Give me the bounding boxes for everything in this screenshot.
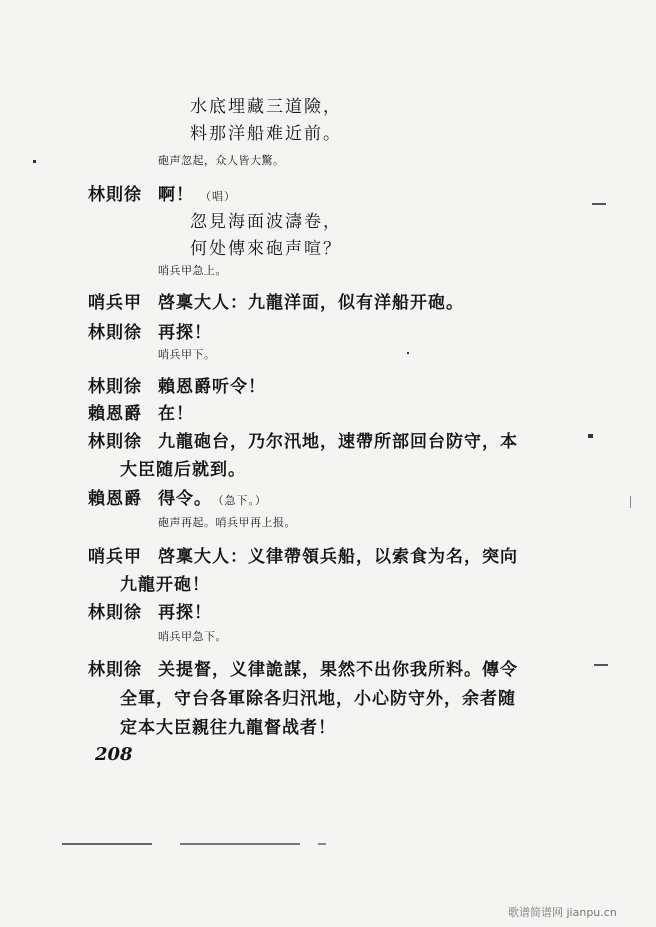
dialogue-text: 九龍砲台，乃尔汛地，速帶所部回台防守，本 <box>158 432 518 452</box>
stage-direction: 哨兵甲急上。 <box>158 264 227 277</box>
dialogue-text: 在！ <box>158 404 194 424</box>
speaker-name: 賴恩爵 <box>88 489 142 509</box>
speaker-name: 林則徐 <box>88 185 142 205</box>
speaker-name: 哨兵甲 <box>88 293 142 313</box>
speaker-name: 林則徐 <box>88 603 142 623</box>
stage-direction: 砲声再起。哨兵甲再上报。 <box>158 516 296 529</box>
dialogue-text: 啊！ <box>158 185 194 205</box>
speaker-name: 賴恩爵 <box>88 404 142 424</box>
scan-mark <box>594 664 608 666</box>
verse-line: 忽見海面波濤卷， <box>190 212 342 232</box>
dialogue-text: 大臣随后就到。 <box>120 460 246 480</box>
speaker-name: 林則徐 <box>88 377 142 397</box>
dialogue-text: 九龍开砲！ <box>120 575 210 595</box>
scan-speck <box>630 496 631 508</box>
scan-speck <box>33 160 36 163</box>
dialogue-text: 关提督，义律詭謀，果然不出你我所料。傳令 <box>158 660 518 680</box>
scan-line <box>318 843 326 845</box>
dialogue-line <box>158 484 267 509</box>
scan-speck <box>407 352 409 354</box>
speaker-name: 哨兵甲 <box>88 547 142 567</box>
stage-direction: 哨兵甲急下。 <box>158 630 227 643</box>
dialogue-line <box>158 180 236 205</box>
speaker-name: 林則徐 <box>88 323 142 343</box>
stage-direction: 哨兵甲下。 <box>158 348 216 361</box>
verse-line: 何处傳來砲声喧？ <box>190 239 342 259</box>
stage-note: （急下。） <box>218 494 267 507</box>
dialogue-text: 啓稟大人：九龍洋面，似有洋船开砲。 <box>158 293 464 313</box>
dialogue-text: 再探！ <box>158 323 212 343</box>
verse-line: 水底埋藏三道險， <box>190 97 342 117</box>
watermark: 歌谱简谱网 jianpu.cn <box>508 906 617 919</box>
speaker-name: 林則徐 <box>88 432 142 452</box>
scan-mark <box>592 203 606 205</box>
sung-note: （唱） <box>200 190 236 203</box>
scan-line <box>180 843 300 845</box>
dialogue-text: 定本大臣親往九龍督战者！ <box>120 718 336 738</box>
dialogue-text: 賴恩爵听令！ <box>158 377 266 397</box>
scan-line <box>62 843 152 845</box>
dialogue-text: 啓稟大人：义律帶領兵船，以索食为名，突向 <box>158 547 518 567</box>
stage-direction: 砲声忽起，众人皆大驚。 <box>158 154 285 167</box>
dialogue-text: 全軍，守台各軍除各归汛地，小心防守外，余者随 <box>120 689 516 709</box>
dialogue-text: 得令。 <box>158 489 212 509</box>
scan-mark <box>588 434 593 438</box>
page-number: 208 <box>95 744 133 765</box>
verse-line: 料那洋船难近前。 <box>190 124 342 144</box>
dialogue-text: 再探！ <box>158 603 212 623</box>
speaker-name: 林則徐 <box>88 660 142 680</box>
